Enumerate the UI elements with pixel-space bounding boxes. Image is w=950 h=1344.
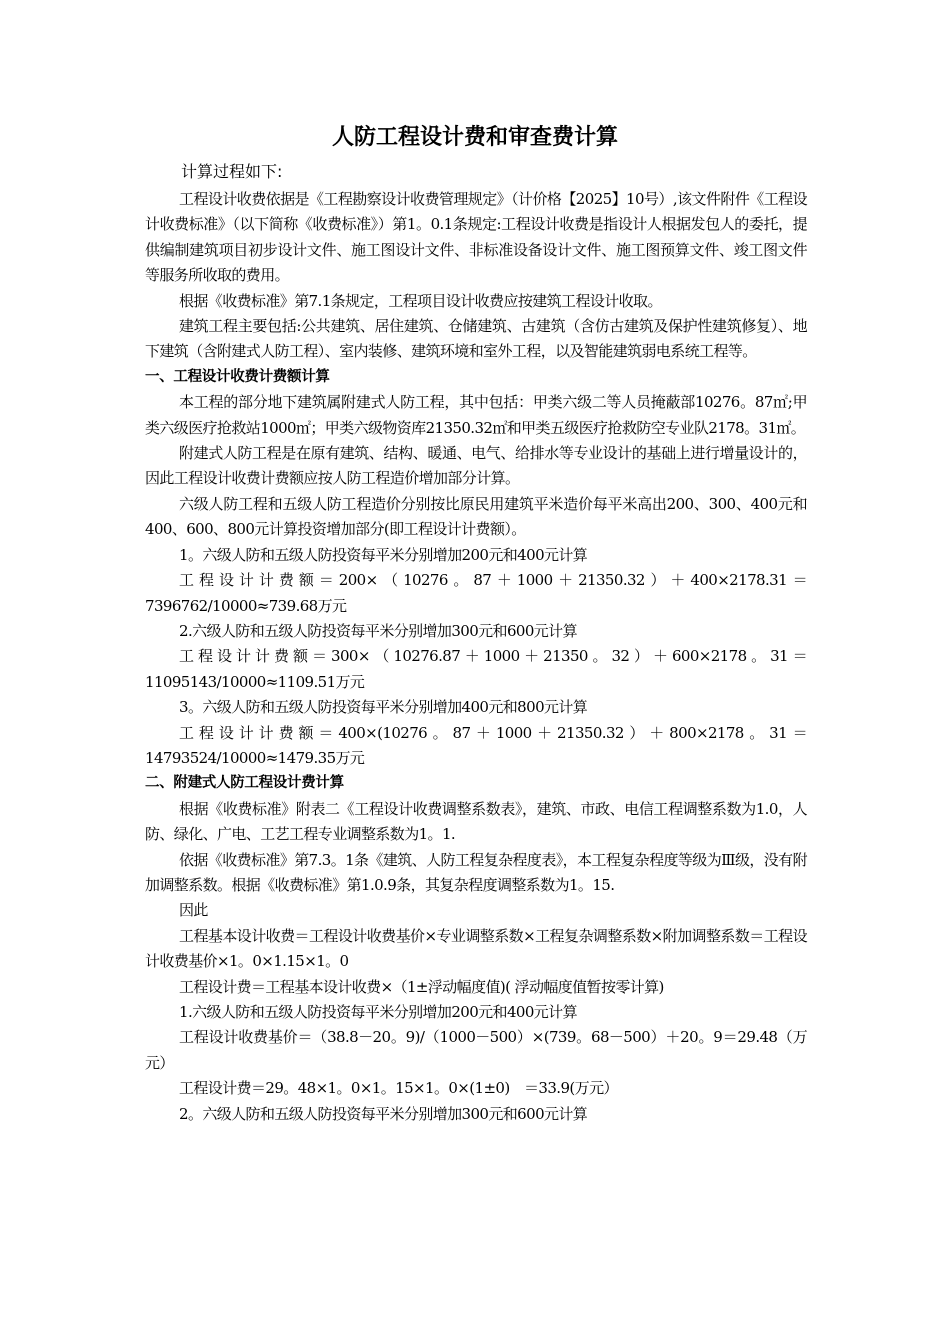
paragraph: 六级人防工程和五级人防工程造价分别按比原民用建筑平米造价每平米高出200、300、400元和400、600、800元计算投资增加部分(即工程设计计费额）。 [145,494,807,539]
paragraph: 根据《收费标准》第7.1条规定，工程项目设计收费应按建筑工程设计收取。 [179,291,662,310]
formula-paragraph: 工程基本设计收费＝工程设计收费基价×专业调整系数×工程复杂调整系数×附加调整系数＝工程设计收费基价×1。0×1.15×1。0 [145,926,807,971]
paragraph: 建筑工程主要包括:公共建筑、居住建筑、仓储建筑、古建筑（含仿古建筑及保护性建筑修复）、地下建筑（含附建式人防工程）、室内装修、建筑环境和室外工程，以及智能建筑弱电系统工程等。 [145,317,807,361]
formula-paragraph: 工程设计费＝29。48×1。0×1。15×1。0×(1±0) ＝33.9(万元） [179,1079,618,1098]
document-title: 人防工程设计费和审查费计算 [331,125,618,150]
formula-paragraph: 工程设计费＝工程基本设计收费×（1±浮动幅度值)( 浮动幅度值暂按零计算) [179,977,664,996]
paragraph: 本工程的部分地下建筑属附建式人防工程，其中包括：甲类六级二等人员掩蔽部10276。87㎡;甲类六级医疗抢救站1000㎡；甲类六级物资库21350.32㎡和甲类五级医疗抢救防空专业队2178。31㎡。 [145,393,807,437]
paragraph: 2.六级人防和五级人防投资每平米分别增加300元和600元计算 [179,621,577,640]
paragraph: 根据《收费标准》附表二《工程设计收费调整系数表》，建筑、市政、电信工程调整系数为1.0，人防、绿化、广电、工艺工程专业调整系数为1。1. [145,799,807,844]
formula-paragraph: 工程设计计费额＝200×（10276。87＋1000＋21350.32）＋400×2178.31＝7396762/10000≈739.68万元 [145,571,807,615]
formula-paragraph: 工程设计计费额＝400×(10276。87＋1000＋21350.32）＋800×2178。31＝14793524/10000≈1479.35万元 [145,723,807,767]
paragraph: 2。六级人防和五级人防投资每平米分别增加300元和600元计算 [179,1104,588,1123]
paragraph: 3。六级人防和五级人防投资每平米分别增加400元和800元计算 [179,698,588,717]
paragraph: 因此 [179,901,208,920]
document-subtitle: 计算过程如下: [181,162,283,181]
paragraph: 依据《收费标准》第7.3。1条《建筑、人防工程复杂程度表》，本工程复杂程度等级为Ⅲ级，没有附加调整系数。根据《收费标准》第1.0.9条，其复杂程度调整系数为1。15. [145,850,807,894]
paragraph: 附建式人防工程是在原有建筑、结构、暖通、电气、给排水等专业设计的基础上进行增量设计的，因此工程设计收费计费额应按人防工程造价增加部分计算。 [145,444,807,488]
paragraph: 1.六级人防和五级人防投资每平米分别增加200元和400元计算 [179,1003,577,1021]
paragraph: 工程设计收费依据是《工程勘察设计收费管理规定》（计价格【2025】10号）,该文件附件《工程设计收费标准》（以下简称《收费标准》）第1。0.1条规定:工程设计收费是指设计人根据发包人的委托，提供编制建筑项目初步设计文件、施工图设计文件、非标准设备设计文件、施工图预算文件、竣工图文件等服务所收取的费用。 [145,190,807,285]
paragraph: 1。六级人防和五级人防投资每平米分别增加200元和400元计算 [179,545,588,564]
document-body [145,187,807,1127]
formula-paragraph: 工程设计收费基价＝（38.8－20。9)/（1000－500）×(739。68－500）＋20。9＝29.48（万元） [145,1028,807,1072]
section-heading-2: 二、附建式人防工程设计费计算 [145,775,344,792]
section-heading-1: 一、工程设计收费计费额计算 [145,368,330,385]
formula-paragraph: 工程设计计费额＝300×（10276.87＋1000＋21350。32）＋600×2178。31＝11095143/10000≈1109.51万元 [145,647,807,691]
